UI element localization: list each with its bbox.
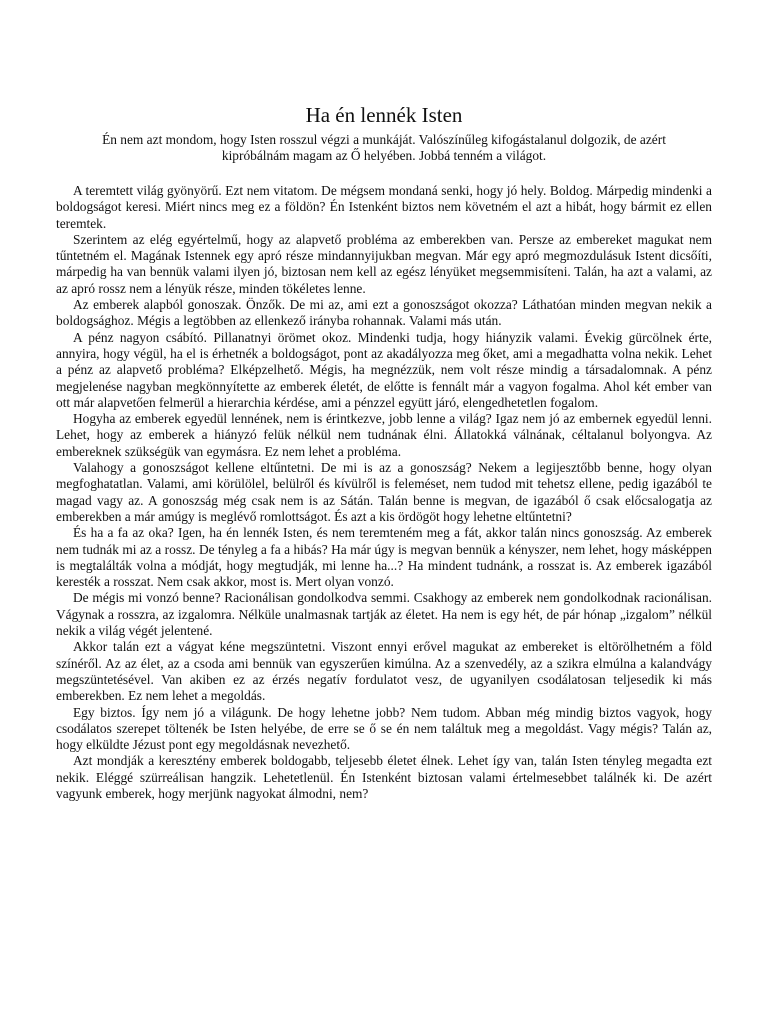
paragraph: Valahogy a gonoszságot kellene eltűntetni. De mi is az a gonoszság? Nekem a legijesztőbb benne, hogy olyan megfoghatatlan. Valami, ami körülölel, belülről és kívülről is feleméset, nem tudod mit tehetsz ellene, pedig igazából te magad vagy az. A gonoszság még csak nem is az Sátán. Talán benne is megvan, de igazából ő csak előcsalogatja az emberekben a már amúgy is meglévő romlottságot. És azt a kis ördögöt hogy lehetne eltűntetni?	[56, 460, 712, 524]
paragraph: A pénz nagyon csábító. Pillanatnyi örömet okoz. Mindenki tudja, hogy hiányzik valami. Évekig gürcölnek érte, annyira, hogy végül, ha el is érhetnék a boldogságot, pont az akadályozza meg őket, ami a megadhatta volna nekik. Lehet a pénz az alapvető probléma? Elképzelhető. Mégis, ha megnézzük, nem volt része mindig a társadalomnak. A pénz megjelenése nagyban megkönnyítette az emberek életét, de előtte is fennált már a vagyon fogalma. Ahol két ember van ott már alapvetően felmerül a hierarchia kérdése, ami a pénzzel együtt járó, elengedhetetlen fogalom.	[56, 329, 712, 410]
paragraph: Az emberek alapból gonoszak. Önzők. De mi az, ami ezt a gonoszságot okozza? Láthatóan minden megvan nekik a boldogsághoz. Mégis a legtöbben az ellenkező irányba rohannak. Valami más után.	[56, 297, 712, 329]
document-body	[56, 183, 712, 802]
paragraph: És ha a fa az oka? Igen, ha én lennék Isten, és nem teremteném meg a fát, akkor talán nincs gonoszság. Az emberek nem tudnák mi az a rossz. De tényleg a fa a hibás? Ha már úgy is megvan bennük a kényszer, nem lehet, hogy másképpen is megtalálták volna a módját, hogy megtudják, mi lenne ha...? Ha mindent tudnánk, a rosszat is. Az emberek igazából keresték a rosszat. Nem csak akkor, most is. Mert olyan vonzó.	[56, 525, 712, 590]
document-title: Ha én lennék Isten	[305, 103, 463, 127]
paragraph: A teremtett világ gyönyörű. Ezt nem vitatom. De mégsem mondaná senki, hogy jó hely. Boldog. Márpedig mindenki a boldogságot keresi. Miért nincs meg ez a földön? Én Istenként biztos nem követném el azt a hibát, hogy bármit ez ellen teremtek.	[56, 183, 712, 231]
document-intro: Én nem azt mondom, hogy Isten rosszul végzi a munkáját. Valószínűleg kifogástalanul dolgozik, de azért kipróbálnám magam az Ő helyében. Jobbá tenném a világot.	[102, 132, 666, 163]
paragraph: Egy biztos. Így nem jó a világunk. De hogy lehetne jobb? Nem tudom. Abban még mindig biztos vagyok, hogy csodálatos szerepet töltenék be Isten helyébe, de erre se ő se én nem találtuk meg a megoldást. Vagy mégis? Talán az, hogy elküldte Jézust pont egy megoldásnak nevezhető.	[56, 704, 712, 753]
paragraph: De mégis mi vonzó benne? Racionálisan gondolkodva semmi. Csakhogy az emberek nem gondolkodnak racionálisan. Vágynak a rosszra, az izgalomra. Nélküle unalmasnak tartják az életet. Ha nem is egy hét, de pár hónap „izgalom” nélkül nekik a világ végét jelentené.	[56, 590, 712, 639]
paragraph: Hogyha az emberek egyedül lennének, nem is érintkezve, jobb lenne a világ? Igaz nem jó az embernek egyedül lenni. Lehet, hogy az emberek a hiányzó felük nélkül nem tudnának élni. Állatokká válnának, céltalanul bolyongva. Az embereknek szükségük van egymásra. Ez nem lehet a probléma.	[56, 411, 712, 459]
paragraph: Azt mondják a keresztény emberek boldogabb, teljesebb életet élnek. Lehet így van, talán Isten tényleg megadta ezt nekik. Eléggé szürreálisan hangzik. Lehetetlenül. Én Istenként biztosan valami értelmesebbet találnék ki. De azért vagyunk emberek, hogy merjünk nagyokat álmodni, nem?	[56, 753, 712, 801]
paragraph: Szerintem az elég egyértelmű, hogy az alapvető probléma az emberekben van. Persze az embereket magukat nem tűntetném el. Magának Istennek egy apró része mindannyijukban megvan. Már egy apró megmozdulásuk Istent dicsőíti, márpedig ha van bennük valami ilyen jó, biztosan nem kell az egész lényüket megsemmisíteni. Talán, ha azt a valami, az az apró rossz nem a lényük része, minden tökéletes lenne.	[56, 231, 712, 296]
paragraph: Akkor talán ezt a vágyat kéne megszüntetni. Viszont ennyi erővel magukat az embereket is eltörölhetném a föld színéről. Az az élet, az a csoda ami bennük van egyszerűen kimúlna. Az a szenvedély, az a szikra elmúlna a kalandvágy megszüntetésével. Van akiben ez az érzés negatív fordulatot vesz, de ugyanilyen csodálatosan teljesedik ki más emberekben. Ez nem lehet a megoldás.	[56, 639, 712, 704]
